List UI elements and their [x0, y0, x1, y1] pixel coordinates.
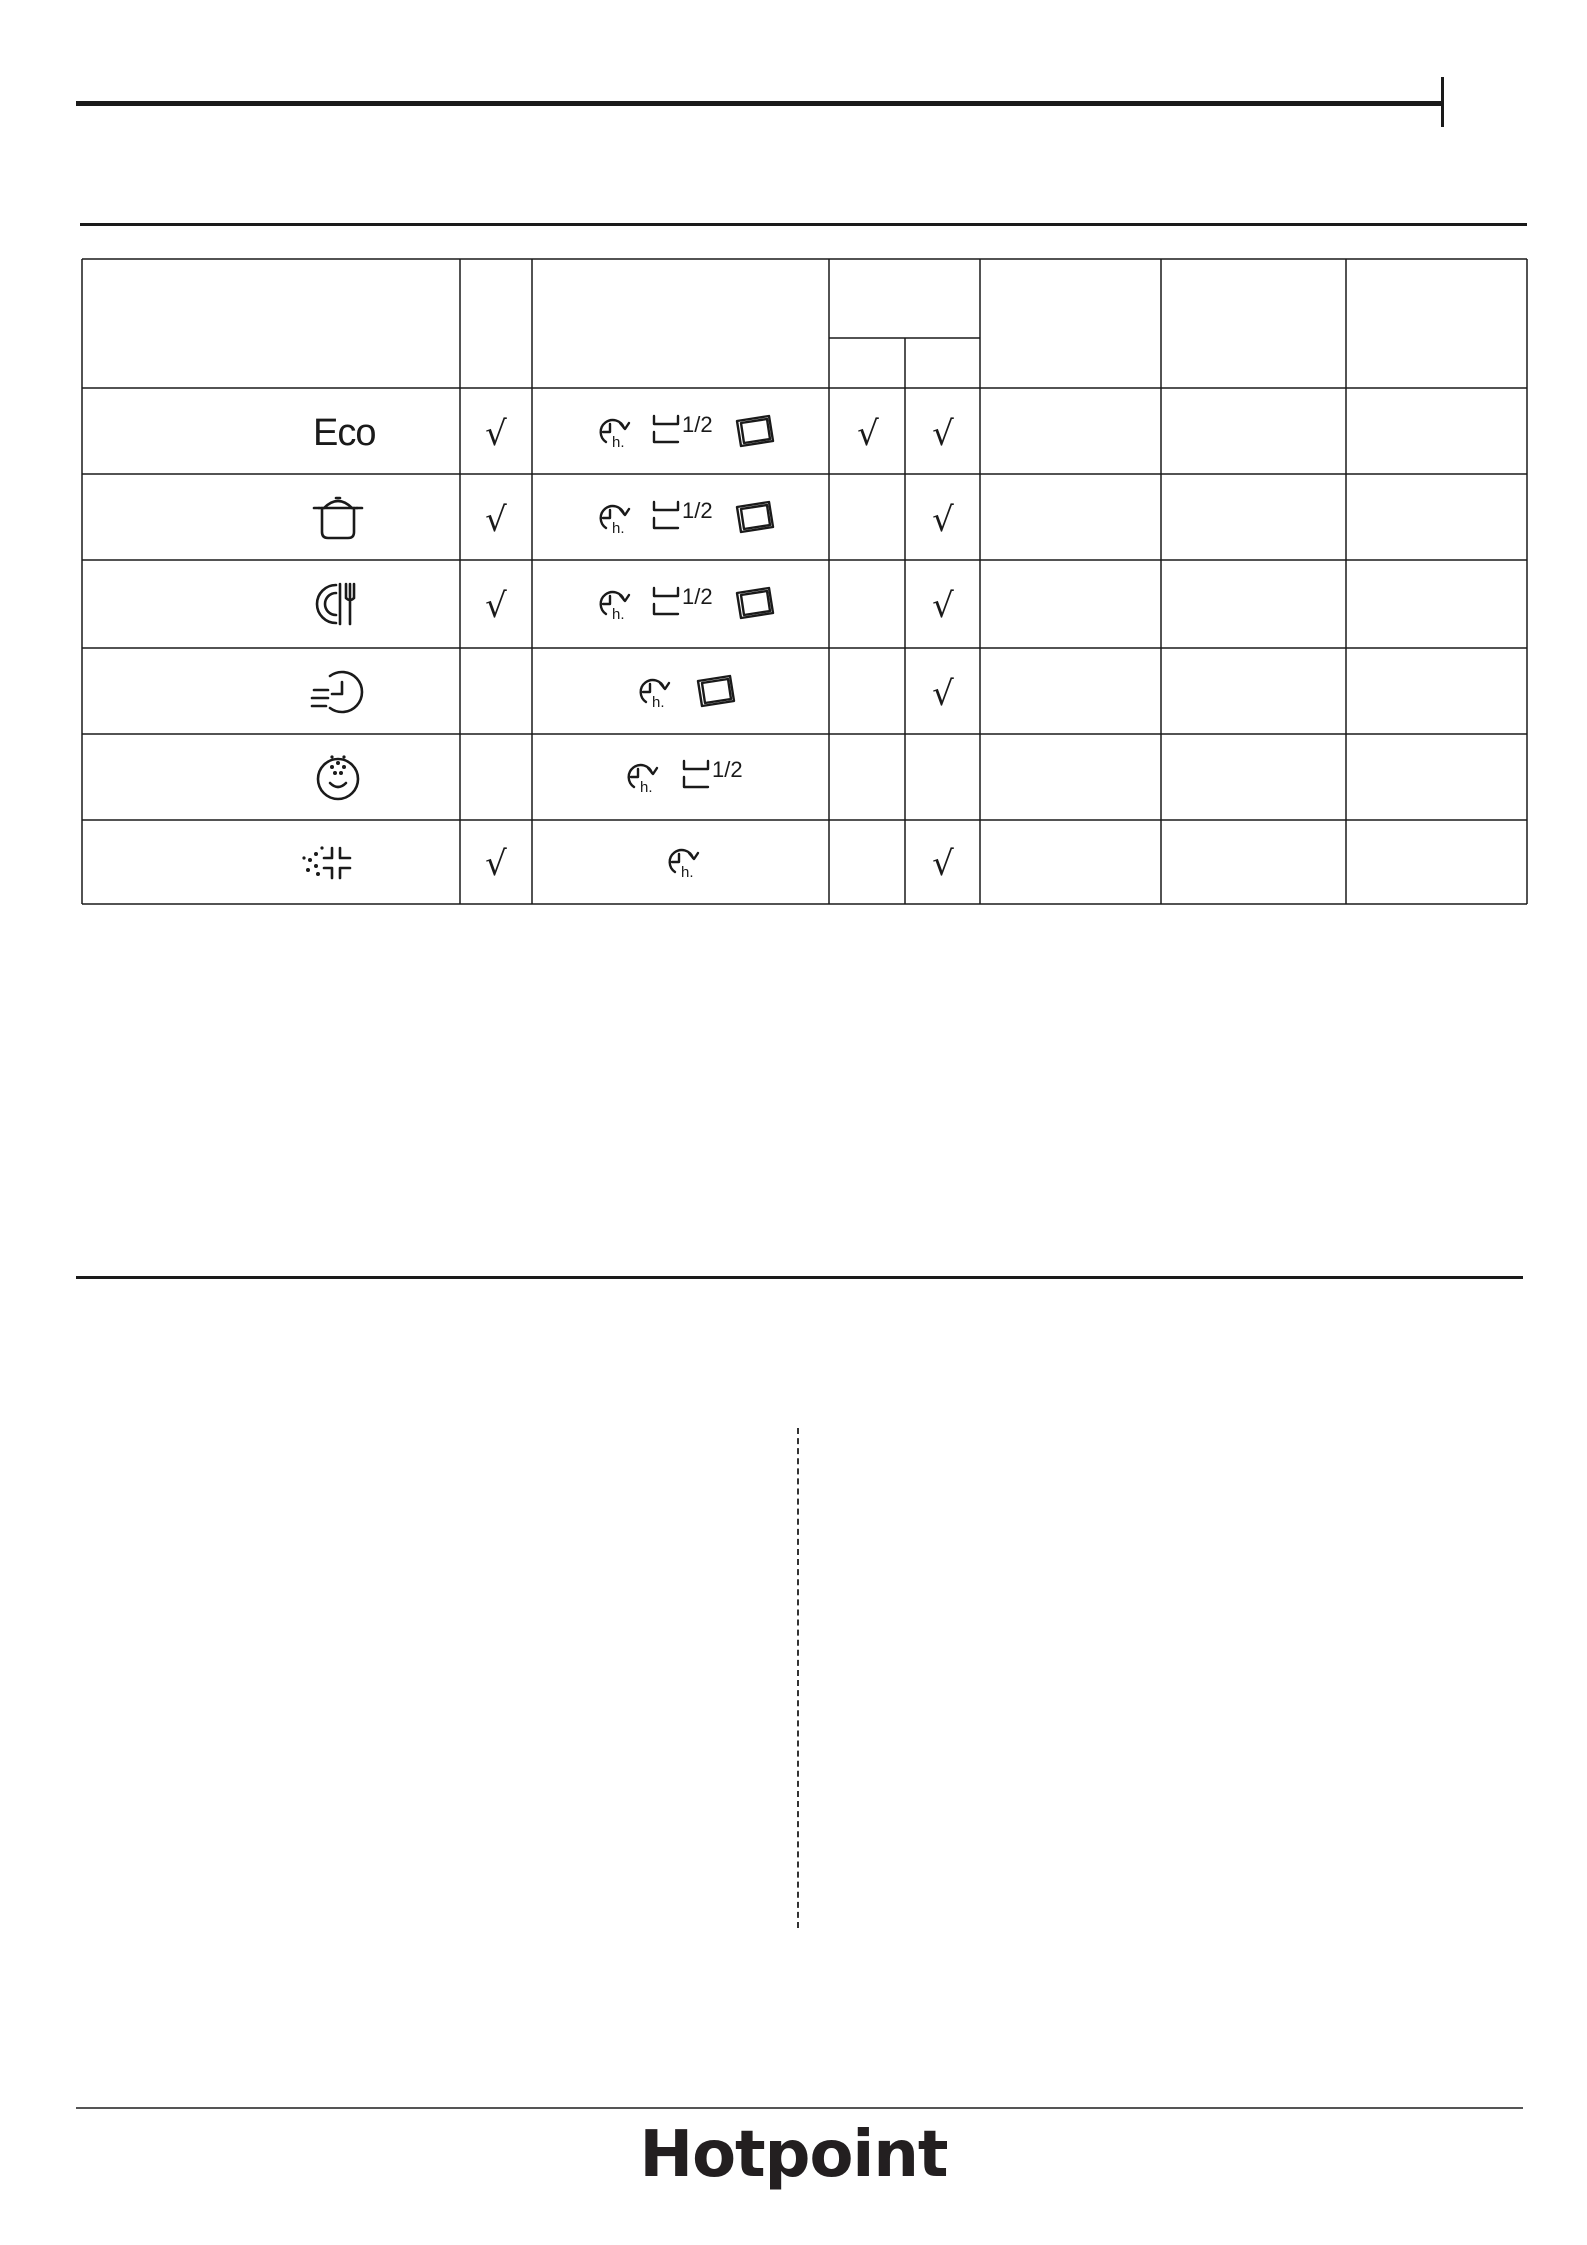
table-row	[313, 412, 954, 454]
table-row	[317, 584, 954, 626]
svg-text:1/2: 1/2	[712, 757, 743, 782]
tablet-icon	[737, 588, 773, 618]
check-mark: √	[485, 844, 507, 884]
half-load-icon	[684, 757, 743, 787]
table-row	[318, 755, 743, 799]
check-mark: √	[932, 414, 954, 454]
pot-icon	[314, 498, 362, 538]
delay-start-icon	[629, 765, 657, 796]
section-rule	[80, 223, 1527, 226]
tablet-icon	[698, 676, 734, 706]
program-table: h. 1/2 Eco √ 1/2 √ √ √ 1/2 √ √ 1/2 √ √ 1/2 √ √	[82, 259, 1527, 904]
column-divider	[797, 1428, 799, 1928]
table-grid	[82, 259, 1527, 904]
section-rule	[76, 1276, 1523, 1279]
top-rule-tick	[1441, 77, 1444, 127]
table-row	[312, 672, 954, 714]
svg-text:1/2: 1/2	[682, 584, 713, 609]
svg-text:1/2: 1/2	[682, 498, 713, 523]
plate-cutlery-icon	[317, 584, 354, 624]
check-mark: √	[485, 586, 507, 626]
tablet-icon	[737, 416, 773, 446]
table-row	[314, 498, 954, 540]
delay-start-icon	[601, 592, 629, 623]
quick-wash-clock-icon	[312, 672, 362, 712]
check-mark: √	[932, 586, 954, 626]
footer-rule	[76, 2107, 1523, 2109]
delay-start-icon	[601, 506, 629, 537]
half-load-icon	[654, 498, 713, 528]
check-mark: √	[932, 674, 954, 714]
delay-start-icon	[670, 850, 698, 881]
brand-logo: Hotpoint	[639, 2118, 948, 2192]
top-rule	[76, 101, 1444, 106]
check-mark: √	[857, 414, 879, 454]
svg-text:1/2: 1/2	[682, 412, 713, 437]
tablet-icon	[737, 502, 773, 532]
check-mark: √	[932, 844, 954, 884]
check-mark: √	[485, 414, 507, 454]
half-load-icon	[654, 412, 713, 442]
check-mark: √	[485, 500, 507, 540]
table-row	[302, 844, 954, 884]
check-mark: √	[932, 500, 954, 540]
delay-start-icon	[601, 420, 629, 451]
pre-wash-spray-icon	[302, 846, 350, 878]
delay-start-icon	[641, 680, 669, 711]
half-load-icon	[654, 584, 713, 614]
eco-label-icon: Eco	[313, 412, 376, 454]
delicate-smile-icon	[318, 755, 358, 799]
